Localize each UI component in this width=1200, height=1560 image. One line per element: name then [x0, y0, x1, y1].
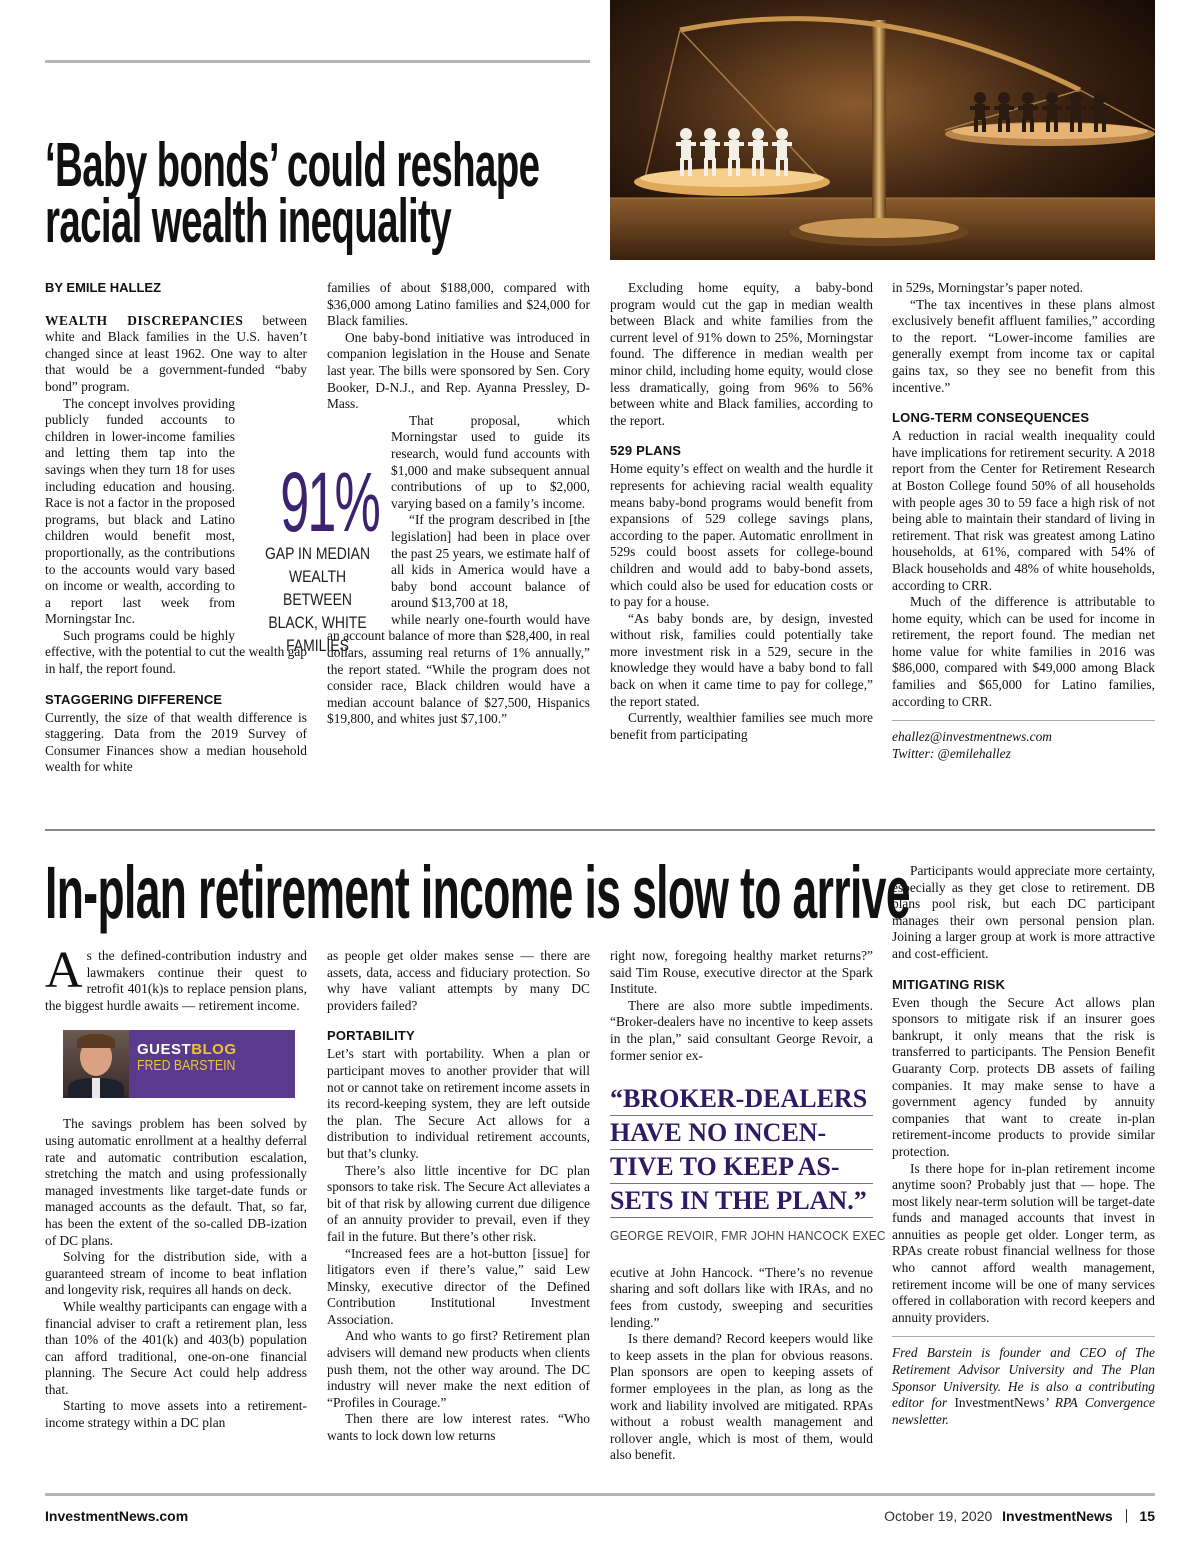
pull-quote-line-3: TIVE TO KEEP AS-: [610, 1150, 873, 1184]
subhead-portability: PORTABILITY: [327, 1028, 415, 1044]
article1-col3-paragraph-1: Excluding home equity, a baby-bond program would cut the gap in median wealth between Black and white families from the current level of 91% down to 25%, Morningstar found. The difference in median wealth per minor child, including home equity, would close less dramatically, going from 96% to 56% between white and Black families, according to the report.: [610, 280, 873, 428]
footer-site[interactable]: InvestmentNews.com: [45, 1508, 189, 1524]
article2-headline-wrap: [45, 851, 910, 936]
author-avatar: [63, 1030, 129, 1098]
subhead-staggering-difference: STAGGERING DIFFERENCE: [45, 691, 223, 707]
article1-paragraph-3: Such programs could be highly effective, with the potential to cut the wealth gap in half, the report found.: [45, 627, 307, 677]
pull-stat-caption: GAP IN MEDIAN WEALTH BETWEEN BLACK, WHITE FAMILIES: [264, 544, 371, 655]
blog-label: BLOG: [191, 1041, 237, 1059]
article1-col4-paragraph-2: “The tax incentives in these plans almost exclusively benefit affluent families,” according to the report. “Lower-income families are generally exempt from income tax or capital gains tax, so they see no benefit from this incentive.”: [892, 296, 1155, 395]
article2-col3-paragraph-3: ecutive at John Hancock. “There’s no revenue sharing and soft dollars like with IRAs, and no fees from custody, sweeping and securities lending.”: [610, 1264, 873, 1330]
article1-col4-paragraph-3: A reduction in racial wealth inequality could have implications for retirement security. A 2018 report from the Center for Retirement Research at Boston College found 50% of all households with people ages 30 to 59 face a high risk of not being able to maintain their standard of living in retirement. That risk was greatest among Latino households, at 61%, compared with 54% of Black households and 48% of white households, according to CRR.: [892, 428, 1155, 593]
article1-col2-paragraph-2: One baby-bond initiative was introduced in companion legislation in the House and Senate last year. The bills were sponsored by Sen. Cory Booker, D-N.J., and Rep. Ayanna Pressley, D-Mass.: [327, 329, 590, 412]
footer-rule: [45, 1493, 1155, 1496]
article2-col4-paragraph-1: Participants would appreciate more certainty, especially as they get close to retirement. DB plans pool risk, but each DC participant manages their own personal pension plan. Joining a larger group at work is more attractive and cost-efficient.: [892, 863, 1155, 961]
article2-column-2: [327, 948, 590, 1445]
section-divider: [45, 829, 1155, 831]
top-rule: [45, 60, 590, 63]
article2-col1-paragraph-4: While wealthy participants can engage with a financial adviser to craft a retirement plan, less than 10% of the 401(k) and 403(b) population can afford traditional, one-on-one financial planning. The Secure Act could help address that.: [45, 1298, 307, 1397]
author-contact-divider: [892, 720, 1155, 721]
footer-brand: InvestmentNews: [1002, 1508, 1113, 1524]
guest-label: GUEST: [137, 1041, 192, 1059]
article2-col2-paragraph-3: There’s also little incentive for DC plan sponsors to take risk. The Secure Act alleviates a bit of that risk by allowing current due diligence of an annuity provider to prevail, even if they fail in the future. But there’s other risk.: [327, 1162, 590, 1244]
subhead-long-term-consequences: LONG-TERM CONSEQUENCES: [892, 410, 1090, 426]
page-number: 15: [1139, 1508, 1155, 1524]
pullstat-wrap-spacer-2: [327, 413, 391, 628]
article2-col4-paragraph-2: Even though the Secure Act allows plan sponsors to mitigate risk if an insurer goes bankrupt, it only means that the risk is transferred to participants. The Pension Benefit Guaranty Corp. protects DB assets of failing companies. It may make sense to have a government agency funded by annuity companies that want to create in-plan retirement-income products to provide similar protection.: [892, 994, 1155, 1159]
article2-col2-paragraph-4: “Increased fees are a hot-button [issue] for litigators even if there’s value,” said Lew Minsky, executive director of the Defined Contribution Institutional Investment Association.: [327, 1245, 590, 1327]
author-bio: Fred Barstein is founder and CEO of The Retirement Advisor University and The Plan Sponsor University. He is also a contributing editor for InvestmentNews’ RPA Convergence newsletter.: [892, 1345, 1155, 1427]
article1-col2-paragraph-4: “If the program described in [the legislation] had been in place over the past 25 years, we estimate half of all kids in America would have a baby bond account balance of around $13,700 at 18,: [391, 512, 590, 611]
lead-caps: WEALTH DISCREPANCIES: [45, 312, 244, 328]
article2-col3-paragraph-2: There are also more subtle impediments. “Broker-dealers have no incentive to keep assets in the plan,” said consultant George Revoir, a former senior ex-: [610, 997, 873, 1063]
article2-column-1: [45, 942, 307, 1432]
article2-col4-paragraph-3: Is there hope for in-plan retirement income anytime soon? Probably just that — hope. The most likely near-term solution will be target-date funds and managed accounts that invest in annuities as people get older. Longer term, as RPAs create robust financial wellness for those who cannot afford wealth management, retirement income will be one of many services offered in collaboration with record keepers and annuity providers.: [892, 1160, 1155, 1325]
article2-col3-paragraph-4: Is there demand? Record keepers would like to keep assets in the plan for obvious reasons. Plan sponsors are open to keeping assets of former employees in the plan, as long as the work and liability involved are mitigated. RPAs without a robust wealth management and rollover angle, which is most of them, would also benefit.: [610, 1331, 873, 1463]
article2-column-4: [892, 863, 1155, 1428]
article2-col1-paragraph-2: The savings problem has been solved by using automatic enrollment at a healthy deferral rate and automatic contribution escalation, stretching the match and using professionally managed investments like target-date funds or managed accounts as the default. That, so far, has been the extent of the so-called DB-ization of DC plans.: [45, 1116, 307, 1248]
footer-separator: [1126, 1509, 1127, 1523]
author-bio-divider: [892, 1336, 1155, 1337]
article2-col2-paragraph-2: Let’s start with portability. When a plan or participant moves to another provider that will not or cannot take on retirement income assets in its record-keeping system, they are left outside the plan. The Secure Act allows for a distribution to individual retirement accounts, but that’s clunky.: [327, 1046, 590, 1161]
pull-quote: [610, 1082, 886, 1245]
byline: BY EMILE HALLEZ: [45, 280, 162, 295]
article2-col3-paragraph-1: right now, foregoing healthy market returns?” said Tim Rouse, executive director at the Spark Institute.: [610, 948, 873, 997]
headline-line-2: racial wealth inequality: [45, 187, 451, 256]
headline-line-1: ‘Baby bonds’ could reshape: [45, 131, 540, 200]
article1-column-2: [327, 280, 590, 728]
article2-col2-paragraph-1: as people get older makes sense — there are assets, data, access and fiduciary protection. So why have valiant attempts by many DC providers failed?: [327, 948, 590, 1013]
article1-col2-paragraph-3: That proposal, which Morningstar used to guide its research, would fund accounts with $1,000 and make subsequent annual contributions of up to $2,000, varying based on a family’s income.: [391, 412, 590, 511]
article1-col3-paragraph-4: Currently, wealthier families see much more benefit from participating: [610, 710, 873, 742]
article1-paragraph-4: Currently, the size of that wealth difference is staggering. Data from the 2019 Survey of Consumer Finances show a median household wealth for white: [45, 709, 307, 775]
drop-cap: A: [45, 942, 83, 999]
article2-paragraph-1: As the defined-contribution industry and lawmakers continue their quest to retrofit 401(k)s to replace pension plans, the biggest hurdle awaits — retirement income.: [45, 942, 307, 1013]
guest-blog-banner: [63, 1030, 295, 1098]
article1-paragraph-1: WEALTH DISCREPANCIES between white and Black families in the U.S. haven’t changed since at least 1962. One way to alter that would be a government-funded “baby bond” program.: [45, 312, 307, 394]
article2-col1-paragraph-3: Solving for the distribution side, with a guaranteed stream of income to beat inflation and longevity risk, requires all hands on deck.: [45, 1249, 307, 1298]
article1-col4-paragraph-1: in 529s, Morningstar’s paper noted.: [892, 280, 1083, 295]
guest-author-name: FRED BARSTEIN: [137, 1057, 236, 1075]
article2-col2-paragraph-5: And who wants to go first? Retirement plan advisers will demand new products when clients push them, not the other way around. The DC industry will never make the next edition of “Profiles in Courage.”: [327, 1328, 590, 1410]
author-twitter-handle[interactable]: Twitter: @emilehallez: [892, 745, 1011, 761]
article1-col3-paragraph-2: Home equity’s effect on wealth and the hurdle it represents for achieving racial wealth equality means baby-bond programs would benefit from expansions of 529 college savings plans, according to the paper. Automatic enrollment in 529s could boost assets for college-bound children and would add to baby-bond assets, which could also be used for education costs or to pay for a house.: [610, 461, 873, 610]
article1-headline: [45, 131, 605, 258]
article1-col2-paragraph-4b: while nearly one-fourth would have an account balance of more than $28,400, in real dollars, assuming real returns of 1% annually,” the report stated. “While the program does not consider race, Black children would have a median account balance of $27,500, Hispanics $19,800, and whites just $7,100.”: [327, 611, 590, 727]
article2-column-3: [610, 948, 886, 1464]
pull-stat-number: 91%: [280, 455, 379, 549]
article1-column-4: [892, 280, 1155, 762]
article2-headline: In-plan retirement income is slow to arrive: [45, 851, 910, 934]
pull-quote-line-1: “BROKER-DEALERS: [610, 1082, 873, 1116]
scales-photo: [610, 0, 1155, 260]
pull-quote-line-4: SETS IN THE PLAN.”: [610, 1184, 873, 1218]
subhead-mitigating-risk: MITIGATING RISK: [892, 976, 1006, 992]
footer-date: October 19, 2020: [884, 1508, 993, 1524]
author-email-link[interactable]: ehallez@investmentnews.com: [892, 729, 1052, 745]
article1-col4-paragraph-4: Much of the difference is attributable to home equity, which can be used for income in retirement, the report found. The median net home value for white families in 2016 was $86,000, compared with $49,000 among Black families and $65,000 for Latino families, according to CRR.: [892, 594, 1155, 709]
article2-col1-paragraph-5: Starting to move assets into a retirement-income strategy within a DC plan: [45, 1398, 307, 1431]
article1-col2-paragraph-1: families of about $188,000, compared with $36,000 among Latino families and $24,000 for Black families.: [327, 280, 590, 329]
pull-quote-line-2: HAVE NO INCEN-: [610, 1116, 873, 1150]
subhead-529-plans: 529 PLANS: [610, 443, 682, 459]
article2-col2-paragraph-6: Then there are low interest rates. “Who wants to lock down low returns: [327, 1411, 590, 1444]
footer-right: [884, 1508, 1155, 1524]
pull-quote-attribution: GEORGE REVOIR, FMR JOHN HANCOCK EXEC: [610, 1228, 886, 1244]
article1-paragraph-2: The concept involves providing publicly funded accounts to children in lower-income families and letting them tap into the savings when they turn 18 for uses including education and housing. Race is not a factor in the proposed programs, but black and Latino children would benefit most, proportionally, as the contributions to the accounts would vary based on income or wealth, according to a report last week from Morningstar Inc.: [45, 395, 235, 627]
scales-illustration: [610, 0, 1155, 260]
article1-col3-paragraph-3: “As baby bonds are, by design, invested without risk, families could potentially take more investment risk in a 529, secure in the knowledge they would have a baby bond to fall back on when it came time to pay for college,” the report stated.: [610, 610, 873, 709]
article1-column-3: [610, 280, 873, 743]
